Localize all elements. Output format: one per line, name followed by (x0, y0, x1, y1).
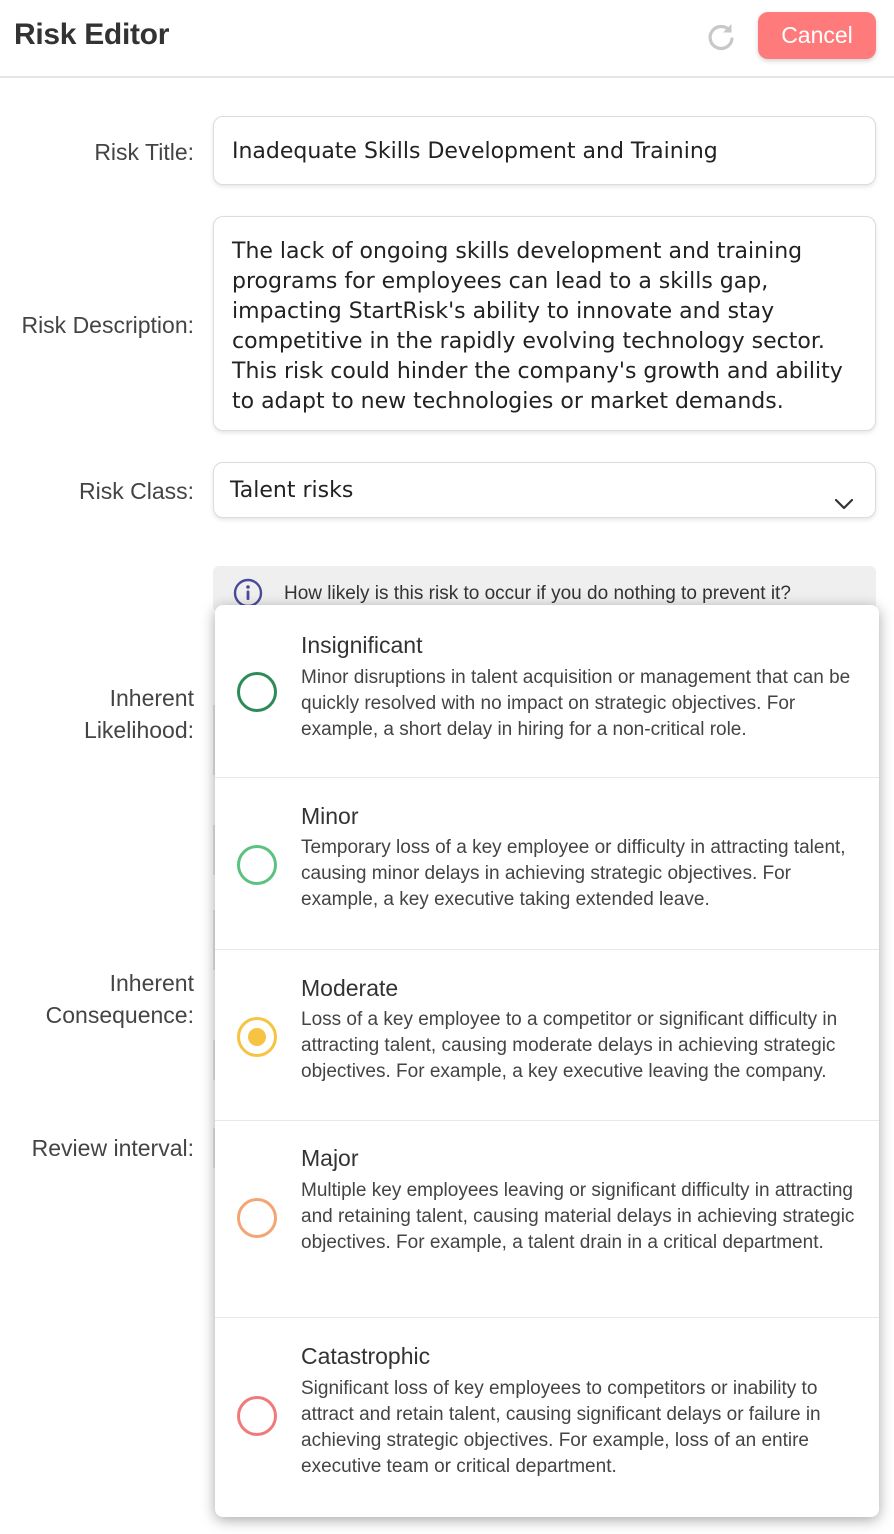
radio-moderate[interactable] (237, 1017, 277, 1057)
info-text: How likely is this risk to occur if you do nothing to prevent it? (284, 583, 791, 604)
option-description: Significant loss of key employees to competitors or inability to attract and retain talent, causing significant delays or failure in achieving strategic objectives. For example, loss of an entire executive team or critical department. (301, 1378, 821, 1477)
inherent-consequence-label-line1: Inherent (109, 970, 194, 996)
option-description: Minor disruptions in talent acquisition or management that can be quickly resolved with no impact on strategic objectives. For example, a short delay in hiring for a non-critical role. (301, 667, 851, 740)
option-minor[interactable] (215, 778, 879, 950)
radio-major[interactable] (237, 1198, 277, 1238)
option-description: Temporary loss of a key employee or difficulty in attracting talent, causing minor delays in achieving strategic objectives. For example, a key executive taking extended leave. (301, 837, 846, 910)
info-icon (233, 578, 263, 608)
option-description: Multiple key employees leaving or significant difficulty in attracting and retaining talent, causing material delays in achieving strategic objectives. For example, a talent drain in a critical department. (301, 1180, 855, 1253)
option-name: Moderate (301, 975, 399, 1001)
option-name: Catastrophic (301, 1343, 431, 1369)
risk-title-label: Risk Title: (94, 139, 194, 165)
inherent-likelihood-label-line1: Inherent (109, 685, 194, 711)
radio-minor[interactable] (237, 845, 277, 885)
radio-catastrophic[interactable] (237, 1396, 277, 1436)
risk-title-input[interactable]: Inadequate Skills Development and Training (213, 116, 876, 185)
option-insignificant[interactable] (215, 605, 879, 778)
page-title: Risk Editor (14, 18, 170, 51)
radio-insignificant[interactable] (237, 672, 277, 712)
option-catastrophic[interactable] (215, 1318, 879, 1517)
chevron-down-icon (833, 481, 855, 503)
inherent-consequence-label-line2: Consequence: (45, 1002, 194, 1028)
option-name: Minor (301, 803, 359, 829)
inherent-likelihood-label-line2: Likelihood: (84, 717, 194, 743)
option-moderate[interactable] (215, 950, 879, 1121)
consequence-dropdown (215, 605, 879, 1517)
option-major[interactable] (215, 1121, 879, 1318)
risk-description-textarea[interactable]: The lack of ongoing skills development and training programs for employees can lead to a skills gap, impacting StartRisk's ability to innovate and stay competitive in the rapidly evolving technology sector. This risk could hinder the company's growth and ability to adapt to new technologies or market demands. (213, 216, 876, 431)
review-interval-label: Review interval: (31, 1135, 194, 1161)
risk-class-value: Talent risks (230, 478, 354, 503)
radio-selected-dot (248, 1028, 266, 1046)
option-name: Major (301, 1145, 359, 1171)
cancel-button[interactable]: Cancel (758, 12, 876, 59)
refresh-icon[interactable] (704, 20, 738, 54)
option-name: Insignificant (301, 632, 423, 658)
header-bar (0, 0, 894, 78)
risk-class-select[interactable] (213, 462, 876, 518)
option-description: Loss of a key employee to a competitor or significant difficulty in attracting talent, causing moderate delays in achieving strategic objectives. For example, a key executive leaving the company. (301, 1009, 838, 1082)
risk-description-label: Risk Description: (21, 312, 194, 338)
risk-class-label: Risk Class: (78, 478, 194, 504)
